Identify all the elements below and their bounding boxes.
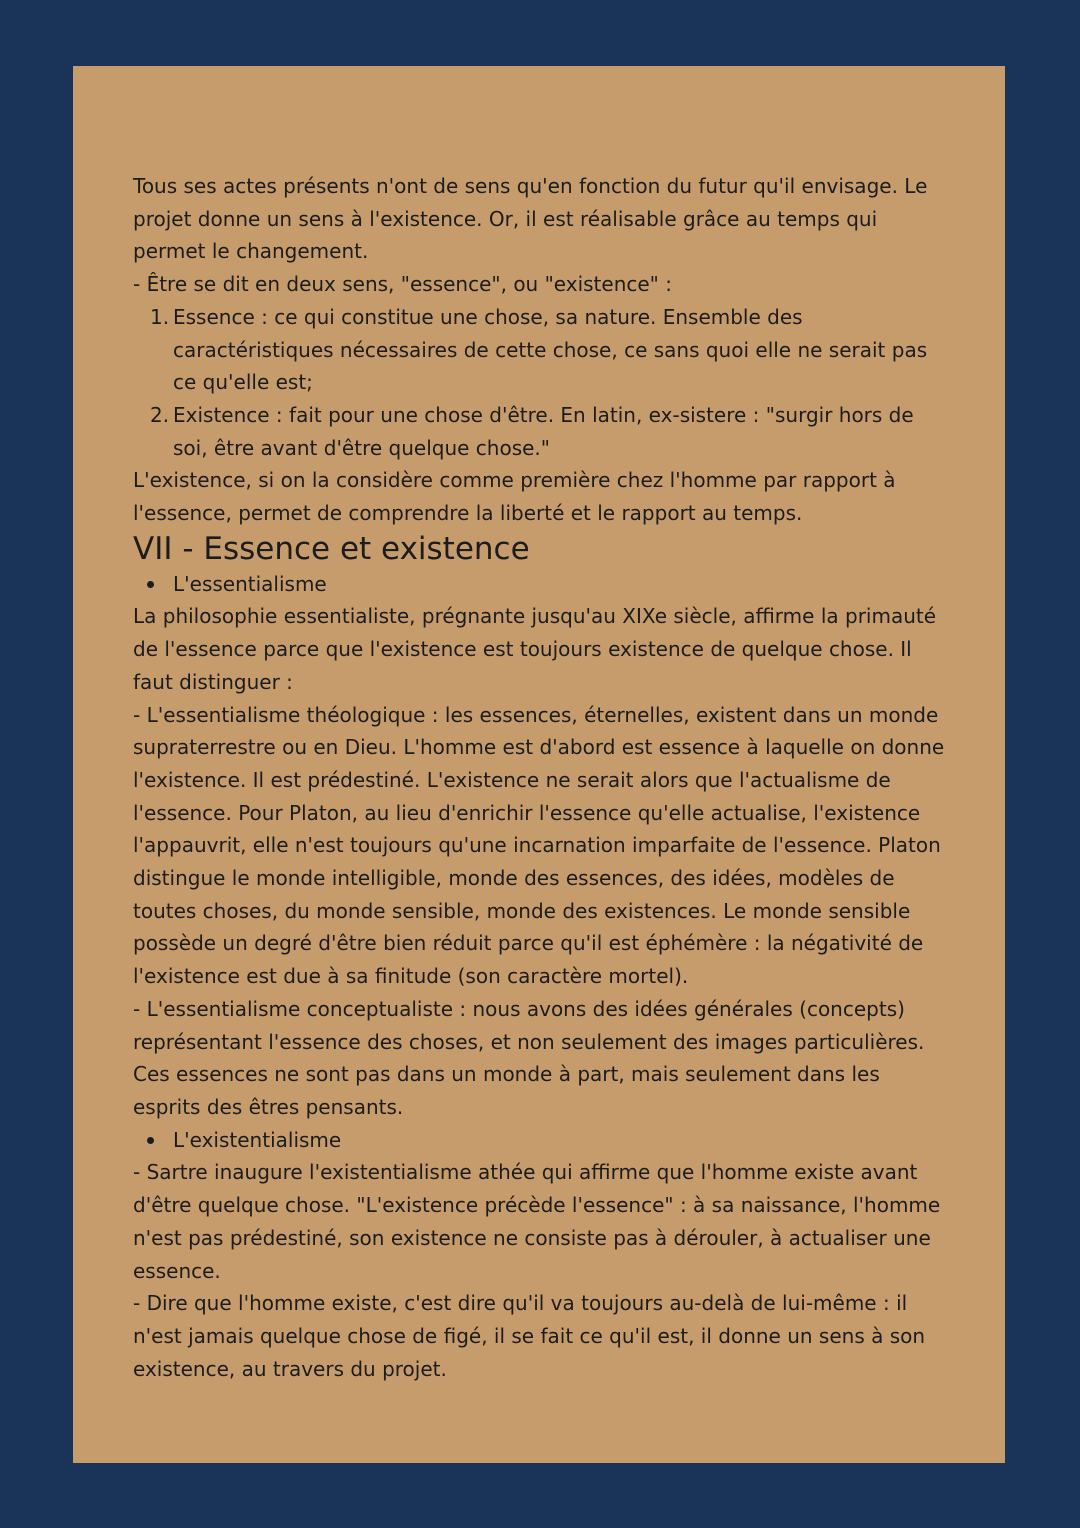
document-page: [73, 66, 1005, 1463]
bullet-label: L'essentialisme: [173, 571, 327, 596]
bullet-dot-icon: [147, 581, 154, 588]
paragraph: - L'essentialisme conceptualiste : nous avons des idées générales (concepts) représentant l'essence des choses, et non seulement des images particulières. Ces essences ne sont pas dans un monde à part, mais seulement dans les esprits des êtres pensants.: [133, 996, 925, 1119]
document-body: [133, 170, 953, 1385]
numbered-list: [133, 301, 953, 465]
list-number: 1.: [150, 304, 170, 329]
intro-dash-line: - Être se dit en deux sens, "essence", ou "existence" :: [133, 272, 672, 297]
paragraph: - Dire que l'homme existe, c'est dire qu'il va toujours au-delà de lui-même : il n'est jamais quelque chose de figé, il se fait ce qu'il est, il donne un sens à son existence, au travers du projet.: [133, 1291, 926, 1381]
list-item-text: Essence : ce qui constitue une chose, sa nature. Ensemble des caractéristiques nécessaires de cette chose, ce sans quoi elle ne serait pas ce qu'elle est;: [173, 304, 928, 395]
list-number: 2.: [150, 402, 170, 427]
bullet-dot-icon: [147, 1137, 154, 1144]
bullet-item-existentialisme: [133, 1124, 953, 1157]
intro-conclusion: L'existence, si on la considère comme première chez l'homme par rapport à l'essence, permet de comprendre la liberté et le rapport au temps.: [133, 468, 896, 526]
list-item: [133, 399, 953, 464]
paragraph: - L'essentialisme théologique : les essences, éternelles, existent dans un monde supraterrestre ou en Dieu. L'homme est d'abord est essence à laquelle on donne l'existence. Il est prédestiné. L'existence ne serait alors que l'actualisme de l'essence. Pour Platon, au lieu d'enrichir l'essence qu'elle actualise, l'existence l'appauvrit, elle n'est toujours qu'une incarnation imparfaite de l'essence. Platon distingue le monde intelligible, monde des essences, des idées, modèles de toutes choses, du monde sensible, monde des existences. Le monde sensible possède un degré d'être bien réduit parce qu'il est éphémère : la négativité de l'existence est due à sa finitude (son caractère mortel).: [133, 702, 945, 989]
list-item: [133, 301, 953, 399]
bullet-item-essentialisme: [133, 568, 953, 601]
paragraph: - Sartre inaugure l'existentialisme athée qui affirme que l'homme existe avant d'être quelque chose. "L'existence précède l'essence" : à sa naissance, l'homme n'est pas prédestiné, son existence ne consiste pas à dérouler, à actualiser une essence.: [133, 1160, 941, 1283]
section-title: VII - Essence et existence: [133, 530, 530, 567]
paragraph: La philosophie essentialiste, prégnante jusqu'au XIXe siècle, affirme la primauté de l'essence parce que l'existence est toujours existence de quelque chose. Il faut distinguer :: [133, 604, 937, 694]
intro-paragraph: Tous ses actes présents n'ont de sens qu'en fonction du futur qu'il envisage. Le projet donne un sens à l'existence. Or, il est réalisable grâce au temps qui permet le changement.: [133, 174, 928, 264]
list-item-text: Existence : fait pour une chose d'être. En latin, ex-sistere : "surgir hors de soi, être avant d'être quelque chose.": [173, 402, 914, 460]
bullet-label: L'existentialisme: [173, 1127, 342, 1152]
